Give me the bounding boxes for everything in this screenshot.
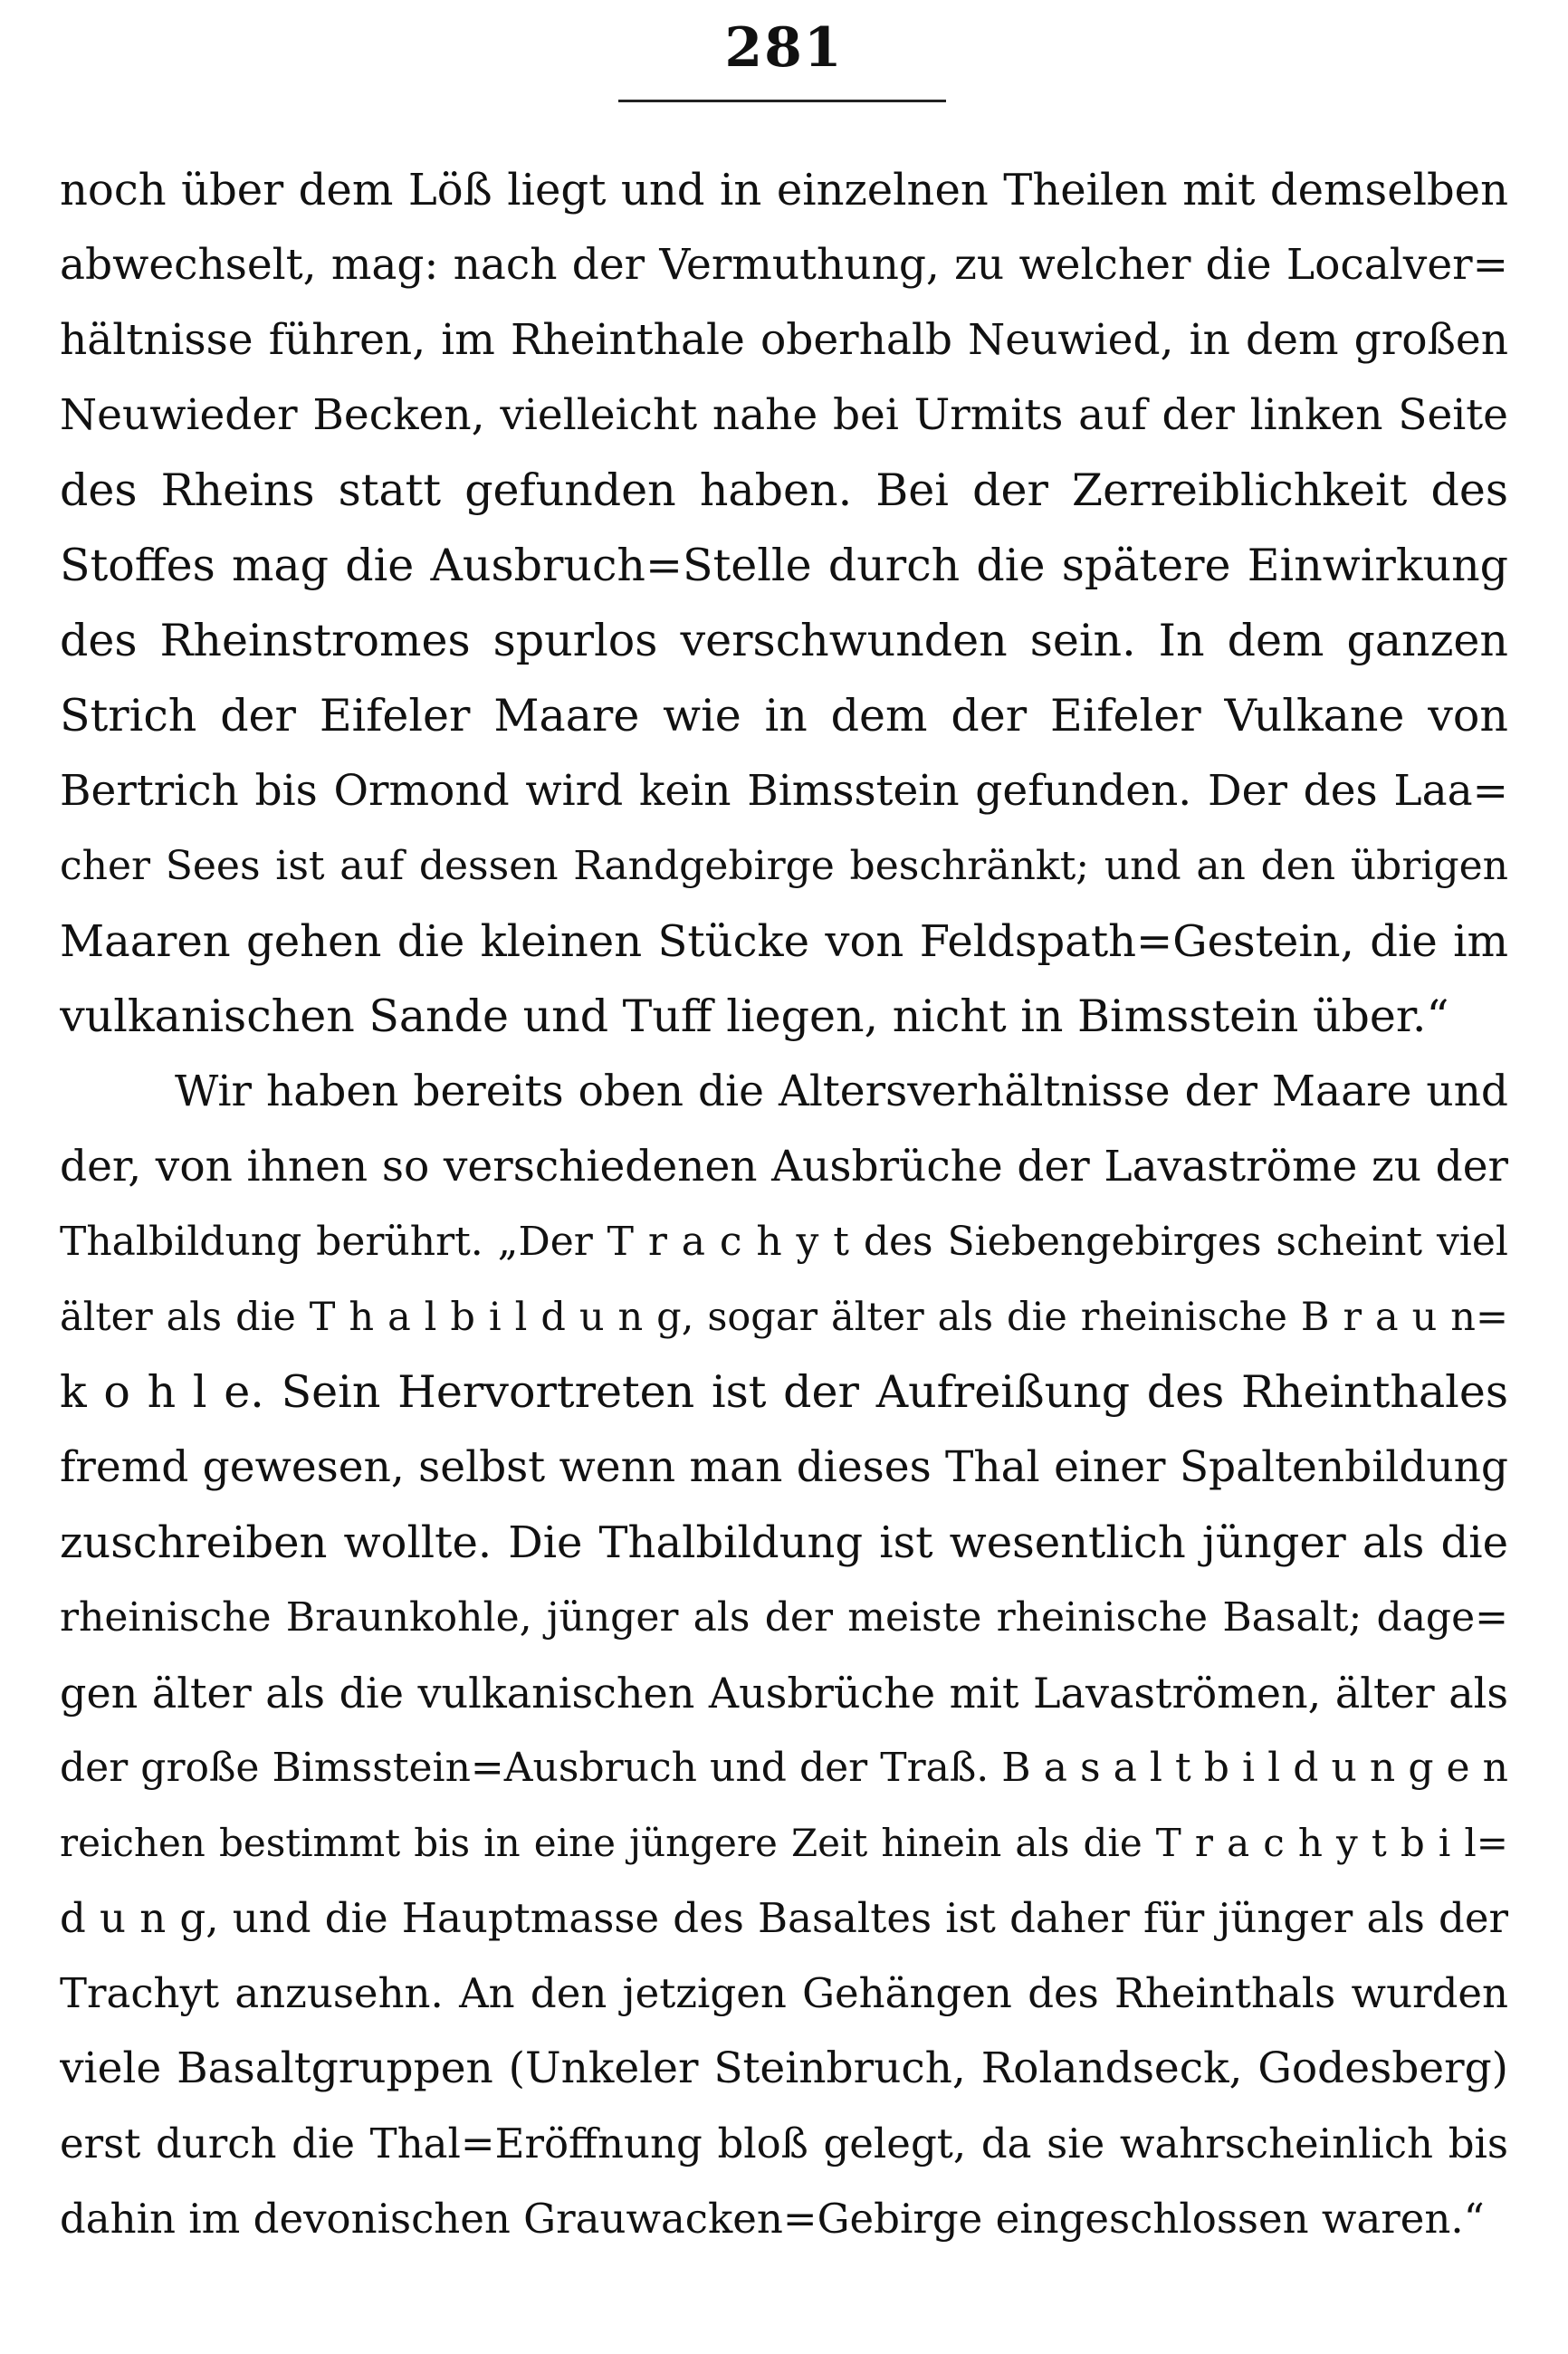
text-line: gen älter als die vulkanischen Ausbrüche mit Lavaströmen, älter als	[60, 1669, 1508, 1718]
text-line: vulkanischen Sande und Tuff liegen, nicht in Bimsstein über.“	[60, 990, 1449, 1042]
text-line: k o h l e. Sein Hervortreten ist der Aufreißung des Rheinthales	[60, 1366, 1508, 1418]
text-line: viele Basaltgruppen (Unkeler Steinbruch, Rolandseck, Godesberg)	[60, 2043, 1508, 2093]
text-line: Strich der Eifeler Maare wie in dem der Eifeler Vulkane von	[60, 690, 1508, 742]
text-line: älter als die T h a l b i l d u n g, sogar älter als die rheinische B r a u n=	[60, 1295, 1508, 1340]
text-line: reichen bestimmt bis in eine jüngere Zeit hinein als die T r a c h y t b i l=	[60, 1821, 1508, 1865]
text-line: der, von ihnen so verschiedenen Ausbrüche der Lavaströme zu der	[60, 1142, 1508, 1191]
text-line: Trachyt anzusehn. An den jetzigen Gehängen des Rheinthals wurden	[60, 1969, 1508, 2017]
page-number: 281	[724, 16, 844, 80]
text-line: d u n g, und die Hauptmasse des Basaltes ist daher für jünger als der	[60, 1894, 1508, 1942]
text-line: Bertrich bis Ormond wird kein Bimsstein gefunden. Der des Laa=	[60, 766, 1508, 816]
text-line: Stoffes mag die Ausbruch=Stelle durch die spätere Einwirkung	[60, 540, 1508, 591]
text-line: cher Sees ist auf dessen Randgebirge beschränkt; und an den übrigen	[60, 843, 1508, 889]
text-line: abwechselt, mag: nach der Vermuthung, zu welcher die Localver=	[60, 240, 1508, 290]
text-line: des Rheinstromes spurlos verschwunden sein. In dem ganzen	[60, 615, 1508, 666]
text-line: hältnisse führen, im Rheinthale oberhalb Neuwied, in dem großen	[60, 315, 1508, 365]
text-line: rheinische Braunkohle, jünger als der meiste rheinische Basalt; dage=	[60, 1594, 1508, 1641]
text-line: Thalbildung berührt. „Der T r a c h y t des Siebengebirges scheint viel	[60, 1219, 1508, 1265]
text-line: fremd gewesen, selbst wenn man dieses Thal einer Spaltenbildung	[60, 1442, 1508, 1492]
text-line: zuschreiben wollte. Die Thalbildung ist wesentlich jünger als die	[60, 1517, 1508, 1568]
text-line: erst durch die Thal=Eröffnung bloß gelegt, da sie wahrscheinlich bis	[60, 2120, 1508, 2167]
text-line: Maaren gehen die kleinen Stücke von Feldspath=Gestein, die im	[60, 916, 1508, 967]
header-rule	[618, 100, 946, 102]
text-line: der große Bimsstein=Ausbruch und der Traß. B a s a l t b i l d u n g e n	[60, 1745, 1508, 1791]
text-line: des Rheins statt gefunden haben. Bei der Zerreiblichkeit des	[60, 464, 1508, 516]
text-line: noch über dem Löß liegt und in einzelnen Theilen mit demselben	[60, 165, 1508, 215]
text-line: Wir haben bereits oben die Altersverhältnisse der Maare und	[175, 1067, 1508, 1116]
text-line: Neuwieder Becken, vielleicht nahe bei Urmits auf der linken Seite	[60, 390, 1508, 440]
text-line: dahin im devonischen Grauwacken=Gebirge eingeschlossen waren.“	[60, 2195, 1485, 2243]
